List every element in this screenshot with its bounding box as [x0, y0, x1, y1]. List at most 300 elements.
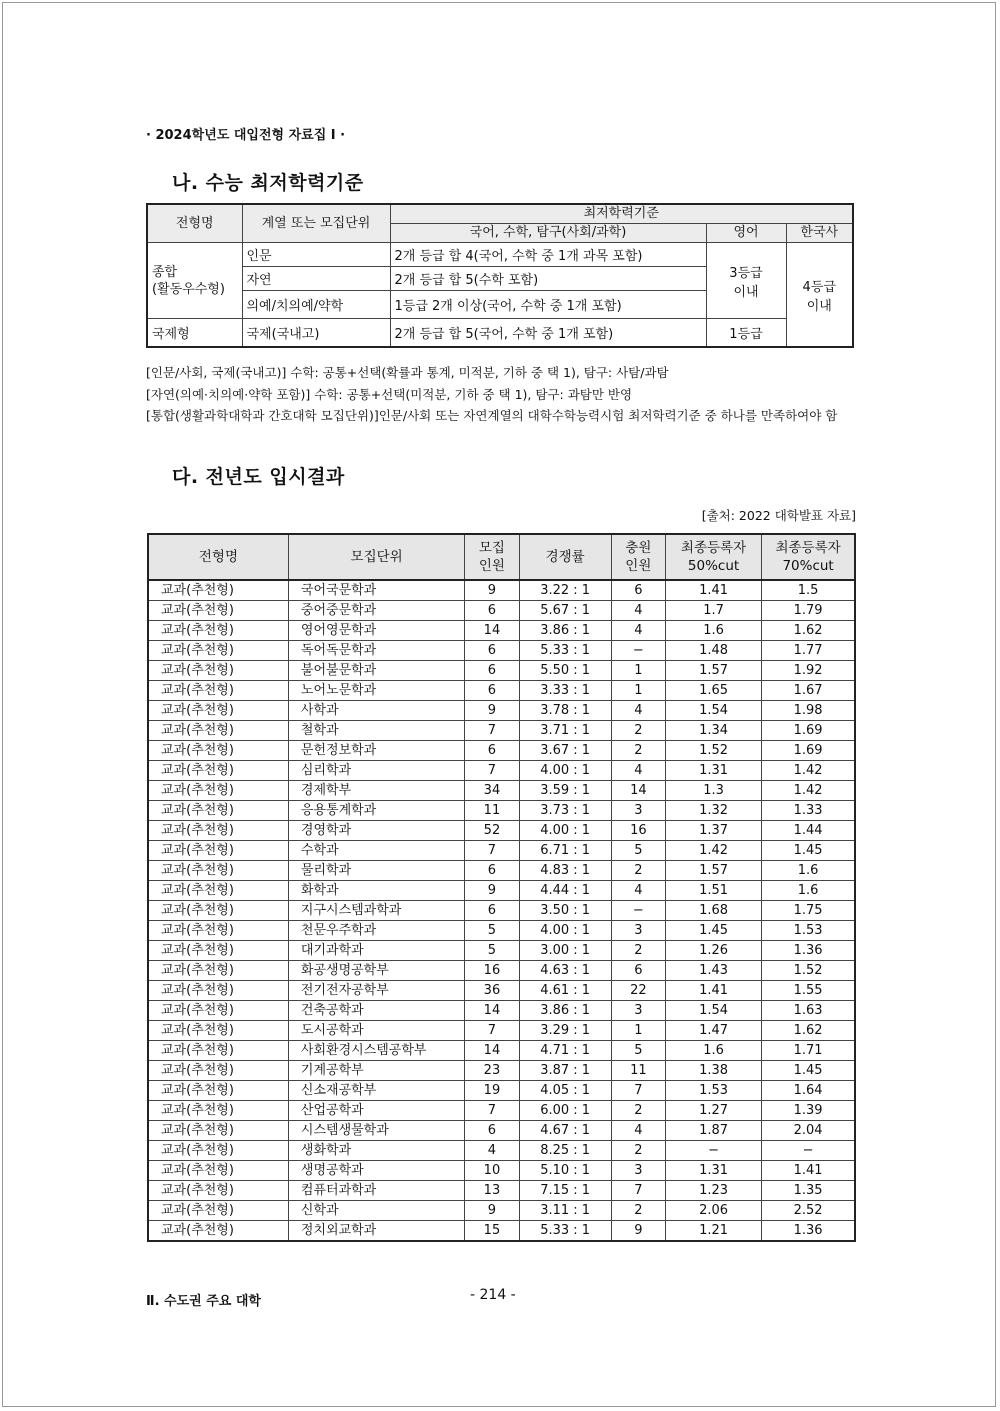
- footer-section-label: Ⅱ. 수도권 주요 대학: [146, 1294, 261, 1309]
- table-row: [148, 1141, 855, 1161]
- table-row: [148, 1041, 855, 1061]
- header-type: 전형명: [147, 204, 242, 243]
- table-row: [148, 921, 855, 941]
- header-min-standard: 최저학력기준: [390, 204, 853, 224]
- unit-cell: 경영학과: [288, 821, 464, 841]
- cut50-cell: 1.68: [665, 901, 761, 921]
- header-additional: [611, 534, 665, 580]
- table-row: [148, 1001, 855, 1021]
- unit-cell: 화학과: [288, 881, 464, 901]
- additional-cell: 5: [611, 1041, 665, 1061]
- table-row: [148, 721, 855, 741]
- header-additional-line2: 인원: [625, 558, 652, 574]
- additional-cell: 4: [611, 621, 665, 641]
- cut70-cell: 1.41: [762, 1161, 855, 1181]
- table-row: [148, 580, 855, 601]
- unit-cell: 건축공학과: [288, 1001, 464, 1021]
- cut50-cell: 1.27: [665, 1101, 761, 1121]
- source-note: [출처: 2022 대학발표 자료]: [701, 508, 856, 523]
- unit-cell: 심리학과: [288, 761, 464, 781]
- quota-cell: 9: [465, 580, 519, 601]
- ratio-cell: 3.87 : 1: [519, 1061, 611, 1081]
- table-row: [148, 601, 855, 621]
- cut50-cell: 1.38: [665, 1061, 761, 1081]
- cut50-cell: 1.42: [665, 841, 761, 861]
- additional-cell: 9: [611, 1221, 665, 1242]
- unit-cell: 시스템생물학과: [288, 1121, 464, 1141]
- cut50-cell: 1.65: [665, 681, 761, 701]
- cut50-cell: 1.6: [665, 1041, 761, 1061]
- type-cell: 교과(추천형): [148, 1081, 288, 1101]
- unit-cell: 노어노문학과: [288, 681, 464, 701]
- unit-cell: 도시공학과: [288, 1021, 464, 1041]
- additional-cell: 6: [611, 961, 665, 981]
- table-row: [148, 1221, 855, 1242]
- quota-cell: 6: [465, 661, 519, 681]
- type-cell: 교과(추천형): [148, 821, 288, 841]
- header-ratio: 경쟁률: [519, 534, 611, 580]
- type-cell: 교과(추천형): [148, 981, 288, 1001]
- ratio-cell: 3.86 : 1: [519, 621, 611, 641]
- table-row: [148, 1201, 855, 1221]
- unit-cell: 천문우주학과: [288, 921, 464, 941]
- type-cell: 교과(추천형): [148, 1181, 288, 1201]
- cut70-cell: 1.45: [762, 1061, 855, 1081]
- quota-cell: 6: [465, 601, 519, 621]
- table-row: [148, 861, 855, 881]
- cut70-cell: 1.53: [762, 921, 855, 941]
- results-body: [148, 580, 855, 1241]
- table-row: [148, 941, 855, 961]
- ratio-cell: 4.00 : 1: [519, 821, 611, 841]
- quota-cell: 7: [465, 721, 519, 741]
- cut70-cell: 1.5: [762, 580, 855, 601]
- quota-cell: 15: [465, 1221, 519, 1242]
- type-cell: 교과(추천형): [148, 741, 288, 761]
- group-international: 국제형: [147, 319, 242, 348]
- additional-cell: 7: [611, 1081, 665, 1101]
- cut50-cell: 1.43: [665, 961, 761, 981]
- cut50-cell: 2.06: [665, 1201, 761, 1221]
- cut70-cell: 1.44: [762, 821, 855, 841]
- additional-cell: 2: [611, 1141, 665, 1161]
- type-cell: 교과(추천형): [148, 941, 288, 961]
- type-cell: 교과(추천형): [148, 621, 288, 641]
- english-grade-line1: 3등급: [729, 265, 763, 281]
- cut70-cell: 1.75: [762, 901, 855, 921]
- type-cell: 교과(추천형): [148, 1201, 288, 1221]
- cut50-cell: 1.3: [665, 781, 761, 801]
- unit-cell: 철학과: [288, 721, 464, 741]
- header-cut70-line2: 70%cut: [782, 558, 834, 574]
- cut50-cell: 1.6: [665, 621, 761, 641]
- english-grade-cell: [706, 243, 786, 319]
- additional-cell: 4: [611, 1121, 665, 1141]
- quota-cell: 23: [465, 1061, 519, 1081]
- unit-cell: 사회환경시스템공학부: [288, 1041, 464, 1061]
- quota-cell: 9: [465, 701, 519, 721]
- unit-cell: 국어국문학과: [288, 580, 464, 601]
- type-cell: 교과(추천형): [148, 1001, 288, 1021]
- type-cell: 교과(추천형): [148, 1021, 288, 1041]
- type-cell: 교과(추천형): [148, 601, 288, 621]
- additional-cell: 5: [611, 841, 665, 861]
- unit-cell: 응용통계학과: [288, 801, 464, 821]
- type-cell: 교과(추천형): [148, 801, 288, 821]
- unit-cell: 신학과: [288, 1201, 464, 1221]
- unit-cell: 신소재공학부: [288, 1081, 464, 1101]
- ratio-cell: 7.15 : 1: [519, 1181, 611, 1201]
- ratio-cell: 4.83 : 1: [519, 861, 611, 881]
- quota-cell: 6: [465, 1121, 519, 1141]
- type-cell: 교과(추천형): [148, 841, 288, 861]
- history-grade-line2: 이내: [806, 298, 832, 314]
- cut50-cell: 1.26: [665, 941, 761, 961]
- quota-cell: 34: [465, 781, 519, 801]
- quota-cell: 52: [465, 821, 519, 841]
- quota-cell: 36: [465, 981, 519, 1001]
- unit-cell: 컴퓨터과학과: [288, 1181, 464, 1201]
- ratio-cell: 8.25 : 1: [519, 1141, 611, 1161]
- cut50-cell: 1.45: [665, 921, 761, 941]
- ratio-cell: 6.71 : 1: [519, 841, 611, 861]
- unit-cell: 인문: [242, 243, 390, 267]
- type-cell: 교과(추천형): [148, 901, 288, 921]
- notes: [146, 362, 837, 427]
- additional-cell: 3: [611, 1001, 665, 1021]
- english-grade-cell: 1등급: [706, 319, 786, 348]
- quota-cell: 5: [465, 941, 519, 961]
- running-header: · 2024학년도 대입전형 자료집 Ⅰ ·: [146, 128, 346, 143]
- ratio-cell: 3.78 : 1: [519, 701, 611, 721]
- cut50-cell: 1.57: [665, 861, 761, 881]
- table-row: [148, 701, 855, 721]
- table-row: [148, 761, 855, 781]
- cut70-cell: 2.04: [762, 1121, 855, 1141]
- admission-results-table: [147, 533, 856, 1242]
- header-cut70-line1: 최종등록자: [775, 540, 841, 556]
- cut70-cell: 1.69: [762, 721, 855, 741]
- additional-cell: 2: [611, 1101, 665, 1121]
- unit-cell: 기계공학부: [288, 1061, 464, 1081]
- type-cell: 교과(추천형): [148, 1061, 288, 1081]
- table-row: [148, 681, 855, 701]
- header-history: 한국사: [786, 224, 853, 243]
- header-english: 영어: [706, 224, 786, 243]
- header-cut50: [665, 534, 761, 580]
- quota-cell: 6: [465, 641, 519, 661]
- type-cell: 교과(추천형): [148, 1141, 288, 1161]
- type-cell: 교과(추천형): [148, 1161, 288, 1181]
- table-row: [148, 961, 855, 981]
- cut50-cell: 1.41: [665, 981, 761, 1001]
- ratio-cell: 5.10 : 1: [519, 1161, 611, 1181]
- unit-cell: 물리학과: [288, 861, 464, 881]
- kms-cell: 2개 등급 합 5(국어, 수학 중 1개 포함): [390, 319, 706, 348]
- additional-cell: 3: [611, 1161, 665, 1181]
- unit-cell: 경제학부: [288, 781, 464, 801]
- quota-cell: 9: [465, 881, 519, 901]
- csat-minimum-table: [146, 203, 854, 348]
- header-quota-line2: 인원: [478, 558, 505, 574]
- unit-cell: 영어영문학과: [288, 621, 464, 641]
- cut70-cell: 1.67: [762, 681, 855, 701]
- quota-cell: 6: [465, 681, 519, 701]
- quota-cell: 16: [465, 961, 519, 981]
- table-row: [148, 1061, 855, 1081]
- section-title-previous-results: 다. 전년도 입시결과: [172, 466, 345, 488]
- cut70-cell: 1.42: [762, 781, 855, 801]
- additional-cell: 4: [611, 761, 665, 781]
- cut70-cell: 1.92: [762, 661, 855, 681]
- quota-cell: 5: [465, 921, 519, 941]
- table-row: [148, 621, 855, 641]
- ratio-cell: 4.05 : 1: [519, 1081, 611, 1101]
- additional-cell: 14: [611, 781, 665, 801]
- additional-cell: 3: [611, 921, 665, 941]
- unit-cell: 지구시스템과학과: [288, 901, 464, 921]
- quota-cell: 7: [465, 1101, 519, 1121]
- additional-cell: −: [611, 641, 665, 661]
- ratio-cell: 4.44 : 1: [519, 881, 611, 901]
- cut50-cell: 1.52: [665, 741, 761, 761]
- additional-cell: 2: [611, 861, 665, 881]
- header-unit: 모집단위: [288, 534, 464, 580]
- ratio-cell: 3.22 : 1: [519, 580, 611, 601]
- header-quota-line1: 모집: [478, 540, 505, 556]
- additional-cell: 16: [611, 821, 665, 841]
- type-cell: 교과(추천형): [148, 861, 288, 881]
- table-row: [148, 1021, 855, 1041]
- group-comprehensive: [147, 243, 242, 319]
- type-cell: 교과(추천형): [148, 580, 288, 601]
- ratio-cell: 4.00 : 1: [519, 921, 611, 941]
- cut70-cell: 1.69: [762, 741, 855, 761]
- type-cell: 교과(추천형): [148, 1221, 288, 1242]
- additional-cell: −: [611, 901, 665, 921]
- cut70-cell: 1.63: [762, 1001, 855, 1021]
- quota-cell: 6: [465, 741, 519, 761]
- additional-cell: 4: [611, 701, 665, 721]
- additional-cell: 2: [611, 741, 665, 761]
- ratio-cell: 3.50 : 1: [519, 901, 611, 921]
- ratio-cell: 3.00 : 1: [519, 941, 611, 961]
- header-quota: [465, 534, 519, 580]
- quota-cell: 13: [465, 1181, 519, 1201]
- quota-cell: 19: [465, 1081, 519, 1101]
- ratio-cell: 5.50 : 1: [519, 661, 611, 681]
- history-grade-line1: 4등급: [802, 279, 836, 295]
- type-cell: 교과(추천형): [148, 881, 288, 901]
- table-row: [148, 881, 855, 901]
- note-line: [인문/사회, 국제(국내고)] 수학: 공통+선택(확률과 통계, 미적분, 기하 중 택 1), 탐구: 사탐/과탐: [146, 365, 669, 380]
- cut70-cell: 1.52: [762, 961, 855, 981]
- cut50-cell: 1.54: [665, 1001, 761, 1021]
- ratio-cell: 6.00 : 1: [519, 1101, 611, 1121]
- cut50-cell: 1.23: [665, 1181, 761, 1201]
- table-row: [148, 1161, 855, 1181]
- note-line: [자연(의예·치의예·약학 포함)] 수학: 공통+선택(미적분, 기하 중 택 1), 탐구: 과탐만 반영: [146, 386, 633, 402]
- cut50-cell: 1.48: [665, 641, 761, 661]
- unit-cell: 불어불문학과: [288, 661, 464, 681]
- ratio-cell: 4.71 : 1: [519, 1041, 611, 1061]
- ratio-cell: 5.67 : 1: [519, 601, 611, 621]
- unit-cell: 독어독문학과: [288, 641, 464, 661]
- unit-cell: 수학과: [288, 841, 464, 861]
- cut50-cell: 1.31: [665, 761, 761, 781]
- group-name-line1: 종합: [152, 264, 178, 280]
- cut50-cell: 1.53: [665, 1081, 761, 1101]
- history-grade-cell: [786, 243, 853, 348]
- additional-cell: 11: [611, 1061, 665, 1081]
- type-cell: 교과(추천형): [148, 641, 288, 661]
- header-type: 전형명: [148, 534, 288, 580]
- cut70-cell: 1.64: [762, 1081, 855, 1101]
- type-cell: 교과(추천형): [148, 1121, 288, 1141]
- ratio-cell: 3.59 : 1: [519, 781, 611, 801]
- header-cut70: [762, 534, 855, 580]
- cut70-cell: 1.33: [762, 801, 855, 821]
- additional-cell: 1: [611, 661, 665, 681]
- table-row: [148, 981, 855, 1001]
- additional-cell: 4: [611, 881, 665, 901]
- additional-cell: 22: [611, 981, 665, 1001]
- cut50-cell: 1.32: [665, 801, 761, 821]
- additional-cell: 4: [611, 601, 665, 621]
- cut50-cell: 1.37: [665, 821, 761, 841]
- quota-cell: 7: [465, 1021, 519, 1041]
- unit-cell: 국제(국내고): [242, 319, 390, 348]
- kms-cell: 2개 등급 합 5(수학 포함): [390, 267, 706, 291]
- cut70-cell: 1.77: [762, 641, 855, 661]
- ratio-cell: 3.29 : 1: [519, 1021, 611, 1041]
- ratio-cell: 4.63 : 1: [519, 961, 611, 981]
- unit-cell: 전기전자공학부: [288, 981, 464, 1001]
- header-kms: 국어, 수학, 탐구(사회/과학): [390, 224, 706, 243]
- cut50-cell: 1.31: [665, 1161, 761, 1181]
- ratio-cell: 3.71 : 1: [519, 721, 611, 741]
- table-row: [148, 741, 855, 761]
- note-line: [통합(생활과학대학과 간호대학 모집단위)]인문/사회 또는 자연계열의 대학수학능력시험 최저학력기준 중 하나를 만족하여야 함: [146, 408, 838, 423]
- cut70-cell: 2.52: [762, 1201, 855, 1221]
- cut50-cell: 1.57: [665, 661, 761, 681]
- cut70-cell: 1.6: [762, 881, 855, 901]
- ratio-cell: 3.11 : 1: [519, 1201, 611, 1221]
- quota-cell: 9: [465, 1201, 519, 1221]
- table-row: [148, 841, 855, 861]
- quota-cell: 7: [465, 761, 519, 781]
- additional-cell: 2: [611, 721, 665, 741]
- additional-cell: 1: [611, 1021, 665, 1041]
- quota-cell: 6: [465, 901, 519, 921]
- page-number: - 214 -: [470, 1287, 516, 1303]
- unit-cell: 의예/치의예/약학: [242, 291, 390, 319]
- additional-cell: 1: [611, 681, 665, 701]
- additional-cell: 6: [611, 580, 665, 601]
- unit-cell: 생화학과: [288, 1141, 464, 1161]
- table-row: [148, 1101, 855, 1121]
- quota-cell: 11: [465, 801, 519, 821]
- cut70-cell: 1.62: [762, 621, 855, 641]
- cut70-cell: 1.42: [762, 761, 855, 781]
- cut70-cell: 1.35: [762, 1181, 855, 1201]
- header-unit: 계열 또는 모집단위: [242, 204, 390, 243]
- table-row: [148, 781, 855, 801]
- additional-cell: 3: [611, 801, 665, 821]
- quota-cell: 14: [465, 1041, 519, 1061]
- unit-cell: 중어중문학과: [288, 601, 464, 621]
- type-cell: 교과(추천형): [148, 781, 288, 801]
- ratio-cell: 3.67 : 1: [519, 741, 611, 761]
- header-cut50-line1: 최종등록자: [680, 540, 747, 556]
- cut50-cell: 1.51: [665, 881, 761, 901]
- cut70-cell: 1.79: [762, 601, 855, 621]
- type-cell: 교과(추천형): [148, 1101, 288, 1121]
- group-name-line2: (활동우수형): [152, 281, 225, 297]
- section-title-csat-minimum: 나. 수능 최저학력기준: [172, 172, 364, 194]
- ratio-cell: 5.33 : 1: [519, 641, 611, 661]
- additional-cell: 2: [611, 941, 665, 961]
- cut70-cell: 1.62: [762, 1021, 855, 1041]
- kms-cell: 2개 등급 합 4(국어, 수학 중 1개 과목 포함): [390, 243, 706, 267]
- ratio-cell: 3.73 : 1: [519, 801, 611, 821]
- cut50-cell: −: [665, 1141, 761, 1161]
- cut70-cell: 1.36: [762, 1221, 855, 1242]
- english-grade-line2: 이내: [733, 284, 759, 300]
- type-cell: 교과(추천형): [148, 721, 288, 741]
- kms-cell: 1등급 2개 이상(국어, 수학 중 1개 포함): [390, 291, 706, 319]
- unit-cell: 산업공학과: [288, 1101, 464, 1121]
- table-row: [148, 1181, 855, 1201]
- unit-cell: 문헌정보학과: [288, 741, 464, 761]
- unit-cell: 자연: [242, 267, 390, 291]
- cut50-cell: 1.21: [665, 1221, 761, 1242]
- type-cell: 교과(추천형): [148, 661, 288, 681]
- ratio-cell: 4.67 : 1: [519, 1121, 611, 1141]
- additional-cell: 7: [611, 1181, 665, 1201]
- table-row: [148, 641, 855, 661]
- quota-cell: 10: [465, 1161, 519, 1181]
- ratio-cell: 4.00 : 1: [519, 761, 611, 781]
- cut70-cell: 1.71: [762, 1041, 855, 1061]
- cut50-cell: 1.54: [665, 701, 761, 721]
- ratio-cell: 4.61 : 1: [519, 981, 611, 1001]
- cut50-cell: 1.47: [665, 1021, 761, 1041]
- type-cell: 교과(추천형): [148, 1041, 288, 1061]
- table-row: [148, 661, 855, 681]
- quota-cell: 6: [465, 861, 519, 881]
- cut70-cell: 1.55: [762, 981, 855, 1001]
- ratio-cell: 5.33 : 1: [519, 1221, 611, 1242]
- type-cell: 교과(추천형): [148, 961, 288, 981]
- ratio-cell: 3.33 : 1: [519, 681, 611, 701]
- table-row: [148, 821, 855, 841]
- table-row: [148, 901, 855, 921]
- unit-cell: 정치외교학과: [288, 1221, 464, 1242]
- type-cell: 교과(추천형): [148, 921, 288, 941]
- cut50-cell: 1.7: [665, 601, 761, 621]
- cut70-cell: 1.98: [762, 701, 855, 721]
- cut70-cell: 1.6: [762, 861, 855, 881]
- table-row: [148, 1081, 855, 1101]
- header-cut50-line2: 50%cut: [687, 558, 740, 574]
- table-row: [148, 801, 855, 821]
- cut70-cell: 1.39: [762, 1101, 855, 1121]
- cut70-cell: −: [762, 1141, 855, 1161]
- type-cell: 교과(추천형): [148, 681, 288, 701]
- unit-cell: 생명공학과: [288, 1161, 464, 1181]
- cut70-cell: 1.45: [762, 841, 855, 861]
